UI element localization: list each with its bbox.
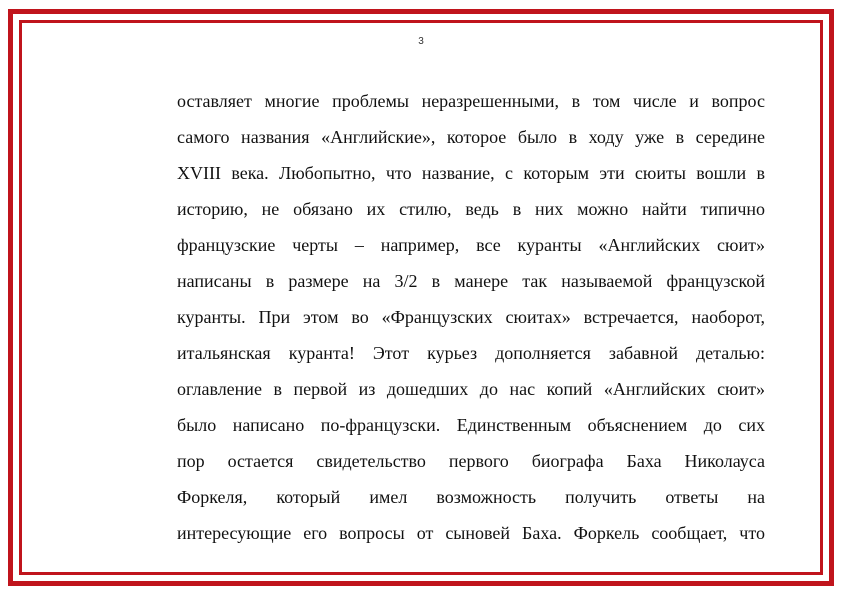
text-line: оглавление в первой из дошедших до нас копий «Английских сюит» [177, 379, 765, 399]
text-line: было написано по-французски. Единственным объяснением до сих [177, 415, 765, 435]
text-line: Форкеля, который имел возможность получить ответы на [177, 487, 765, 507]
text-line: пор остается свидетельство первого биографа Баха Николауса [177, 451, 765, 471]
text-line: интересующие его вопросы от сыновей Баха. Форкель сообщает, что [177, 523, 765, 543]
text-line: французские черты – например, все куранты «Английских сюит» [177, 235, 765, 255]
body-text [177, 90, 765, 558]
text-line: историю, не обязано их стилю, ведь в них можно найти типично [177, 199, 765, 219]
text-line: XVIII века. Любопытно, что название, с которым эти сюиты вошли в [177, 163, 765, 183]
text-line: оставляет многие проблемы неразрешенными, в том числе и вопрос [177, 91, 765, 111]
text-line: самого названия «Английские», которое было в ходу уже в середине [177, 127, 765, 147]
text-line: куранты. При этом во «Французских сюитах» встречается, наоборот, [177, 307, 765, 327]
text-line: итальянская куранта! Этот курьез дополняется забавной деталью: [177, 343, 765, 363]
text-line: написаны в размере на 3/2 в манере так называемой французской [177, 271, 765, 291]
page-number: 3 [418, 36, 424, 47]
